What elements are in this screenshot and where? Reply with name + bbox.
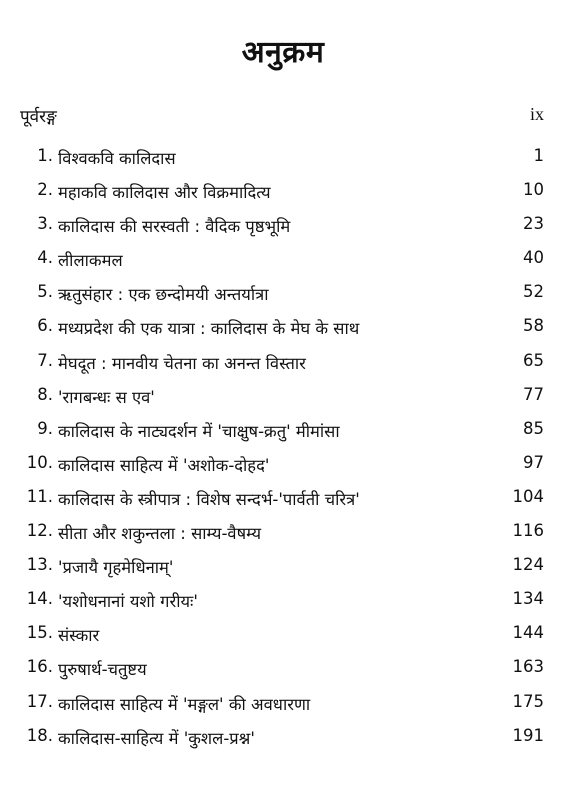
toc-entry-page-number: 52 [523, 282, 544, 302]
toc-entry-number: 18. [26, 725, 53, 745]
toc-entry-title: कालिदास की सरस्वती : वैदिक पृष्ठभूमि [58, 217, 291, 237]
toc-entry-page-number: 1 [533, 146, 544, 165]
toc-entry [0, 453, 566, 487]
toc-entry-title: सीता और शकुन्तला : साम्य-वैषम्य [58, 524, 262, 544]
toc-entry-title: संस्कार [58, 626, 100, 646]
toc-entry [0, 487, 566, 521]
toc-entry-number: 16. [26, 657, 53, 677]
toc-entry [0, 351, 566, 385]
toc-entry-title: कालिदास के स्त्रीपात्र : विशेष सन्दर्भ-'पार्वती चरित्र' [58, 489, 360, 509]
toc-entry-number: 5. [37, 282, 53, 302]
toc-entry-page-number: 40 [523, 248, 544, 268]
toc-entry-page-number: 58 [523, 316, 544, 336]
toc-entry-title: 'रागबन्धः स एव' [58, 387, 155, 407]
toc-entry-number: 15. [26, 623, 53, 643]
toc-entry-number: 10. [26, 452, 53, 472]
toc-entry-page-number: 134 [512, 589, 544, 609]
toc-entry [0, 146, 566, 180]
toc-entry [0, 282, 566, 316]
toc-entry-title: कालिदास-साहित्य में 'कुशल-प्रश्न' [58, 728, 255, 748]
toc-entry-title: लीलाकमल [58, 251, 123, 271]
toc-entry-number: 6. [37, 316, 53, 336]
toc-entry-page-number: 65 [523, 350, 544, 370]
toc-entry-title: पुरुषार्थ-चतुष्टय [58, 660, 147, 680]
prelim-page-number: ix [529, 104, 544, 124]
toc-entry-number: 1. [37, 146, 53, 165]
toc-entry-title: 'यशोधनानां यशो गरीयः' [58, 592, 198, 612]
toc-entry-number: 7. [37, 350, 53, 370]
toc-entry-title: मध्यप्रदेश की एक यात्रा : कालिदास के मेघ के साथ [58, 319, 360, 339]
toc-list [0, 146, 566, 760]
toc-entry-number: 9. [37, 418, 53, 438]
toc-entry-title: ऋतुसंहार : एक छन्दोमयी अन्तर्यात्रा [58, 285, 269, 305]
toc-entry-number: 14. [26, 589, 53, 609]
toc-entry-number: 17. [26, 691, 53, 711]
toc-entry [0, 419, 566, 453]
toc-entry-number: 3. [37, 214, 53, 234]
toc-entry-title: 'प्रजायै गृहमेधिनाम्' [58, 558, 174, 578]
toc-entry [0, 214, 566, 248]
toc-entry [0, 589, 566, 623]
toc-entry-page-number: 144 [512, 623, 544, 643]
toc-entry-page-number: 23 [523, 214, 544, 234]
toc-entry [0, 623, 566, 657]
toc-entry-page-number: 191 [512, 725, 544, 745]
toc-entry [0, 726, 566, 760]
toc-entry-number: 11. [26, 486, 53, 506]
toc-entry-title: कालिदास के नाट्यदर्शन में 'चाक्षुष-क्रतु' मीमांसा [58, 421, 340, 441]
toc-entry-page-number: 104 [512, 486, 544, 506]
toc-entry-page-number: 10 [523, 180, 544, 200]
toc-entry-page-number: 77 [523, 384, 544, 404]
toc-entry-page-number: 175 [512, 691, 544, 711]
toc-entry-page-number: 124 [512, 555, 544, 575]
page-title: अनुक्रम [241, 35, 325, 70]
toc-entry-title: मेघदूत : मानवीय चेतना का अनन्त विस्तार [58, 353, 306, 373]
toc-entry-number: 13. [26, 555, 53, 575]
toc-entry-number: 8. [37, 384, 53, 404]
toc-entry [0, 521, 566, 555]
toc-entry [0, 385, 566, 419]
toc-entry [0, 657, 566, 691]
toc-entry-title: कालिदास साहित्य में 'मङ्गल' की अवधारणा [58, 694, 311, 714]
toc-entry [0, 692, 566, 726]
toc-entry-page-number: 85 [523, 418, 544, 438]
toc-entry [0, 180, 566, 214]
prelim-entry [20, 104, 544, 130]
toc-entry [0, 316, 566, 350]
toc-entry-page-number: 163 [512, 657, 544, 677]
toc-entry-title: कालिदास साहित्य में 'अशोक-दोहद' [58, 455, 270, 475]
toc-entry-number: 4. [37, 248, 53, 268]
toc-entry-page-number: 116 [512, 521, 544, 541]
prelim-label: पूर्वरङ्ग [20, 107, 57, 127]
toc-entry-title: विश्वकवि कालिदास [58, 149, 176, 168]
toc-entry-number: 12. [26, 521, 53, 541]
toc-entry-page-number: 97 [523, 452, 544, 472]
toc-entry [0, 555, 566, 589]
toc-entry-number: 2. [37, 180, 53, 200]
toc-entry-title: महाकवि कालिदास और विक्रमादित्य [58, 183, 271, 203]
toc-entry [0, 248, 566, 282]
